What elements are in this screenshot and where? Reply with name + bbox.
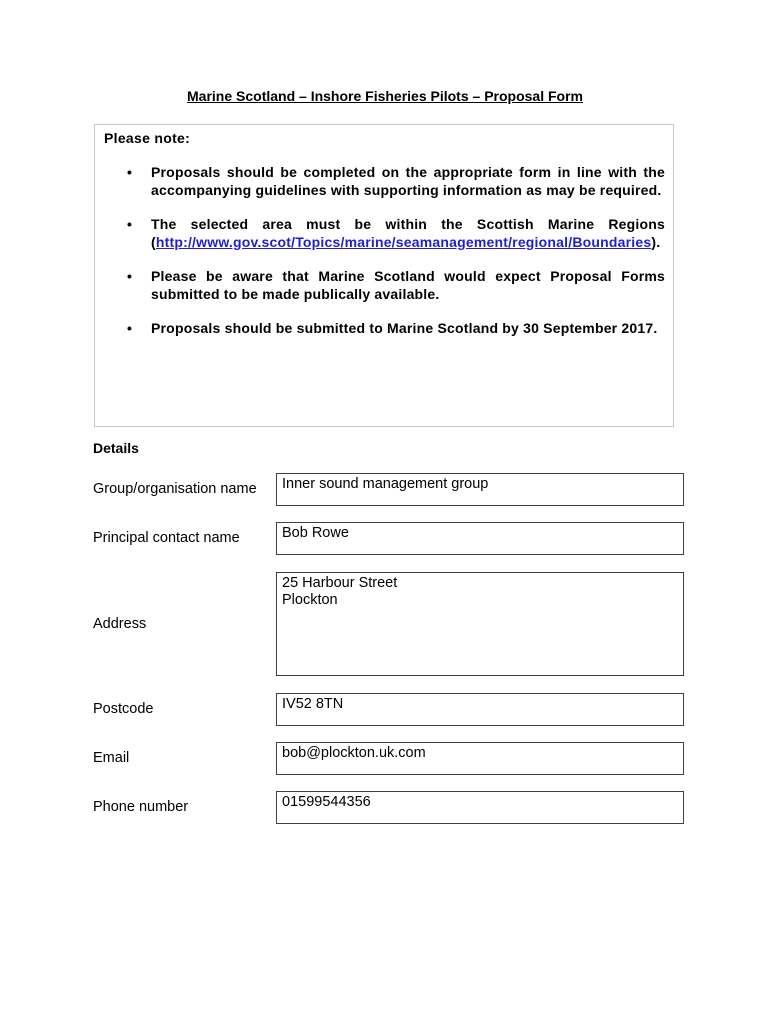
contact-name-label: Principal contact name	[93, 530, 240, 546]
note-list	[127, 164, 665, 355]
note-text-publically-available: Please be aware that Marine Scotland would expect Proposal Forms submitted to be made publically available.	[151, 268, 665, 302]
note-item-guidelines	[127, 164, 665, 199]
email-label: Email	[93, 750, 130, 766]
note-text-deadline: Proposals should be submitted to Marine Scotland by 30 September 2017.	[151, 320, 658, 336]
note-text-marine-regions: The selected area must be within the Scottish Marine Regions (	[151, 216, 665, 250]
boundaries-link[interactable]: http://www.gov.scot/Topics/marine/seamanagement/regional/Boundaries	[155, 233, 652, 250]
note-text-guidelines: Proposals should be completed on the appropriate form in line with the accompanying guidelines with supporting information as may be required.	[151, 164, 665, 198]
bullet-icon: •	[127, 216, 133, 232]
document-title: Marine Scotland – Inshore Fisheries Pilots – Proposal Form	[187, 88, 583, 104]
address-label: Address	[93, 616, 147, 632]
postcode-field[interactable]: IV52 8TN	[276, 693, 684, 726]
phone-field[interactable]: 01599544356	[276, 791, 684, 824]
group-name-label: Group/organisation name	[93, 481, 257, 497]
bullet-icon: •	[127, 268, 133, 284]
note-item-publically-available	[127, 268, 665, 303]
address-line-2: Plockton	[282, 592, 338, 608]
note-item-marine-regions	[127, 216, 665, 251]
postcode-label: Postcode	[93, 701, 154, 717]
address-field[interactable]	[276, 572, 684, 676]
bullet-icon: •	[127, 164, 133, 180]
details-heading: Details	[93, 440, 139, 456]
note-text-marine-regions-end: ).	[651, 233, 661, 250]
please-note-box	[94, 124, 674, 427]
note-item-deadline	[127, 320, 665, 338]
address-line-1: 25 Harbour Street	[282, 575, 398, 591]
bullet-icon: •	[127, 320, 133, 336]
email-field[interactable]: bob@plockton.uk.com	[276, 742, 684, 775]
phone-label: Phone number	[93, 799, 189, 815]
group-name-field[interactable]: Inner sound management group	[276, 473, 684, 506]
contact-name-field[interactable]: Bob Rowe	[276, 522, 684, 555]
please-note-heading: Please note:	[104, 130, 191, 146]
